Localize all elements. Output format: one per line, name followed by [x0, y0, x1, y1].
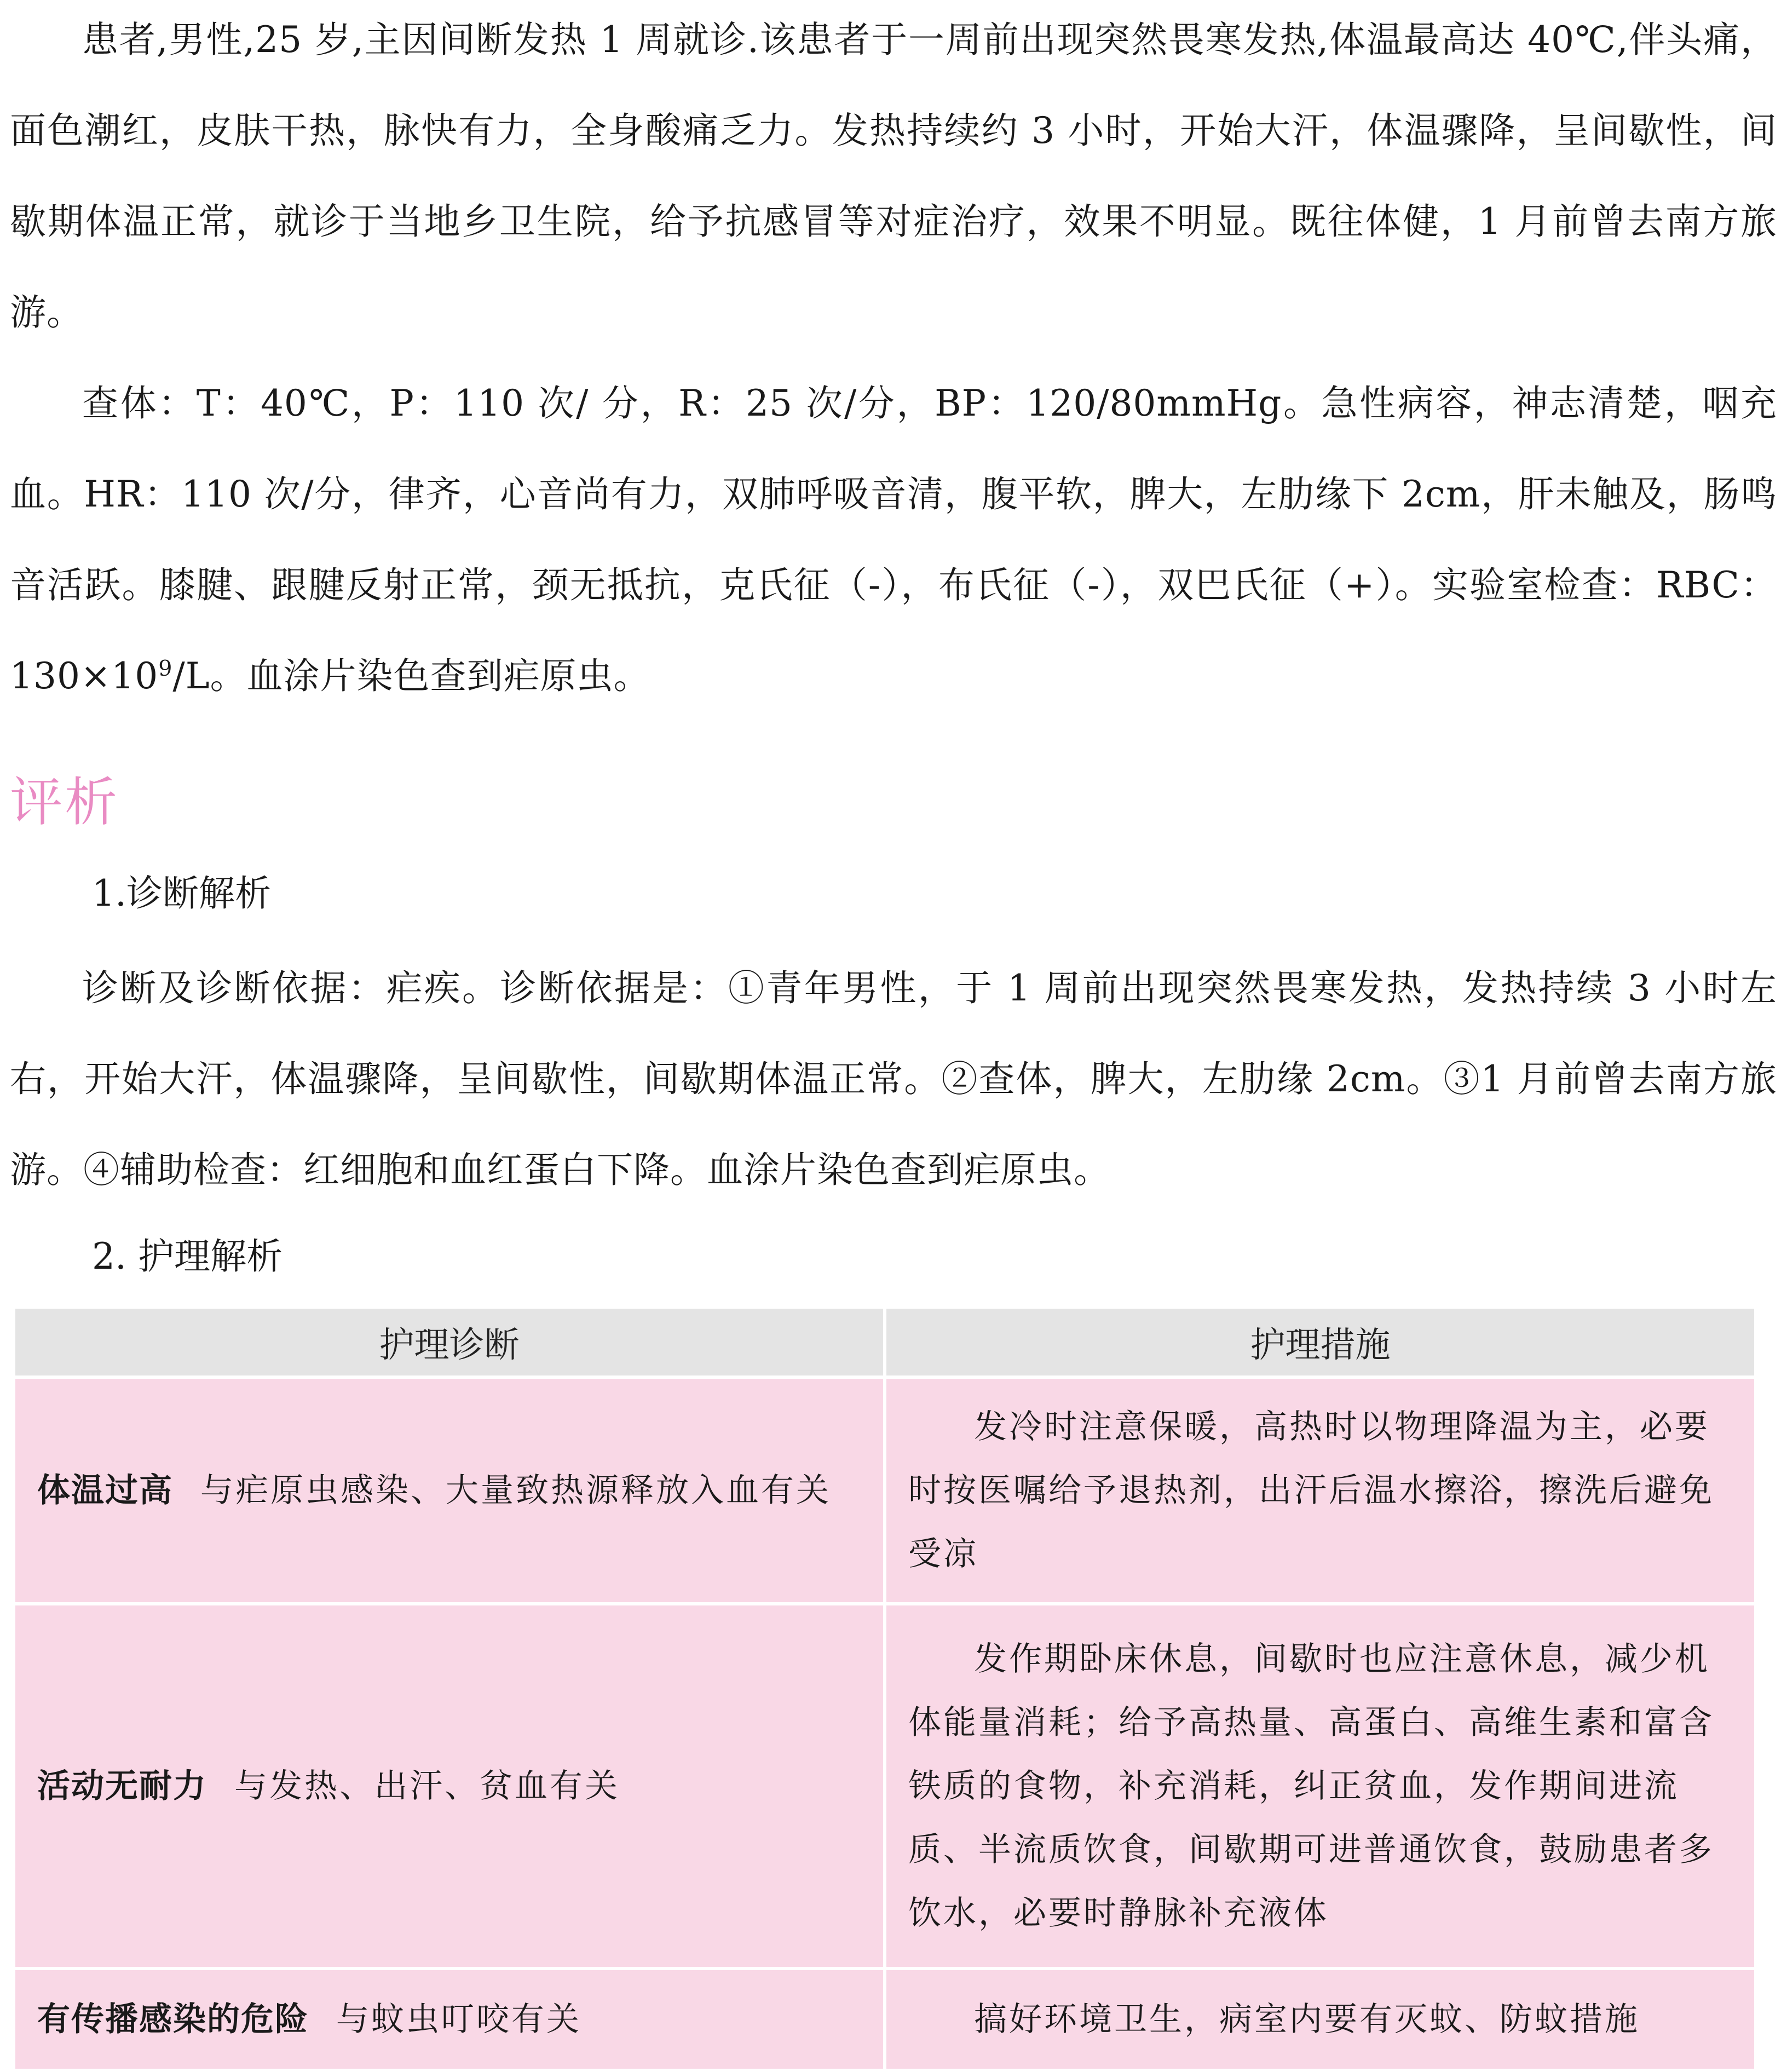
- case-history-paragraph: 患者,男性,25 岁,主因间断发热 1 周就诊.该患者于一周前出现突然畏寒发热,体温最高达 40℃,伴头痛，面色潮红，皮肤干热，脉快有力，全身酸痛乏力。发热持续约 3 小时，开始大汗，体温骤降，呈间歇性，间歇期体温正常，就诊于当地乡卫生院，给予抗感冒等对症治疗，效果不明显。既往体健，1 月前曾去南方旅游。: [10, 19, 1777, 333]
- analysis-heading: 评析: [10, 772, 119, 833]
- case-exam-paragraph: [10, 358, 1777, 722]
- table-row: [15, 1970, 1754, 2069]
- diagnosis-term: 体温过高: [37, 1471, 173, 1510]
- header-nursing-diagnosis: 护理诊断: [15, 1309, 883, 1375]
- diagnosis-reason: 与疟原虫感染、大量致热源释放入血有关: [200, 1471, 831, 1510]
- diagnosis-reason: 与蚊虫叮咬有关: [336, 2000, 581, 2039]
- table-row: [15, 1379, 1754, 1602]
- nursing-measure-cell: 搞好环境卫生，病室内要有灭蚊、防蚊措施: [886, 1970, 1754, 2069]
- nursing-table: [12, 1305, 1757, 2072]
- table-header-row: [15, 1309, 1754, 1375]
- diagnosis-reason: 与发热、出汗、贫血有关: [234, 1767, 620, 1805]
- case-exam-tail: /L。血涂片染色查到疟原虫。: [172, 655, 650, 697]
- nursing-diagnosis-cell: [15, 1605, 883, 1967]
- case-exam-text: 查体：T：40℃，P：110 次/ 分，R：25 次/分，BP：120/80mmHg。急性病容，神志清楚，咽充血。HR：110 次/分，律齐，心音尚有力，双肺呼吸音清，腹平软，脾大，左肋缘下 2cm，肝未触及，肠鸣音活跃。膝腱、跟腱反射正常，颈无抵抗，克氏征（-），布氏征（-），双巴氏征（+）。实验室检查：RBC：130×10: [10, 382, 1777, 697]
- nursing-diagnosis-cell: [15, 1970, 883, 2069]
- nursing-measure-cell: 发作期卧床休息，间歇时也应注意休息，减少机体能量消耗；给予高热量、高蛋白、高维生素和富含铁质的食物，补充消耗，纠正贫血，发作期间进流质、半流质饮食，间歇期可进普通饮食，鼓励患者多饮水，必要时静脉补充液体: [886, 1605, 1754, 1967]
- nursing-subheading: 2. 护理解析: [92, 1235, 283, 1277]
- exponent: 9: [158, 656, 173, 681]
- nursing-diagnosis-cell: [15, 1379, 883, 1602]
- diagnosis-term: 活动无耐力: [37, 1767, 207, 1805]
- case-description: [10, 0, 1777, 722]
- table-row: [15, 1605, 1754, 1967]
- diagnosis-term: 有传播感染的危险: [37, 2000, 309, 2039]
- diagnosis-section: [10, 943, 1777, 1216]
- header-nursing-measures: 护理措施: [886, 1309, 1754, 1375]
- diagnosis-subheading: 1.诊断解析: [92, 872, 271, 914]
- nursing-measure-cell: 发冷时注意保暖，高热时以物理降温为主，必要时按医嘱给予退热剂，出汗后温水擦浴，擦洗后避免受凉: [886, 1379, 1754, 1602]
- diagnosis-paragraph: 诊断及诊断依据：疟疾。诊断依据是：①青年男性，于 1 周前出现突然畏寒发热，发热持续 3 小时左右，开始大汗，体温骤降，呈间歇性，间歇期体温正常。②查体，脾大，左肋缘 2cm。③1 月前曾去南方旅游。④辅助检查：红细胞和血红蛋白下降。血涂片染色查到疟原虫。: [10, 967, 1777, 1191]
